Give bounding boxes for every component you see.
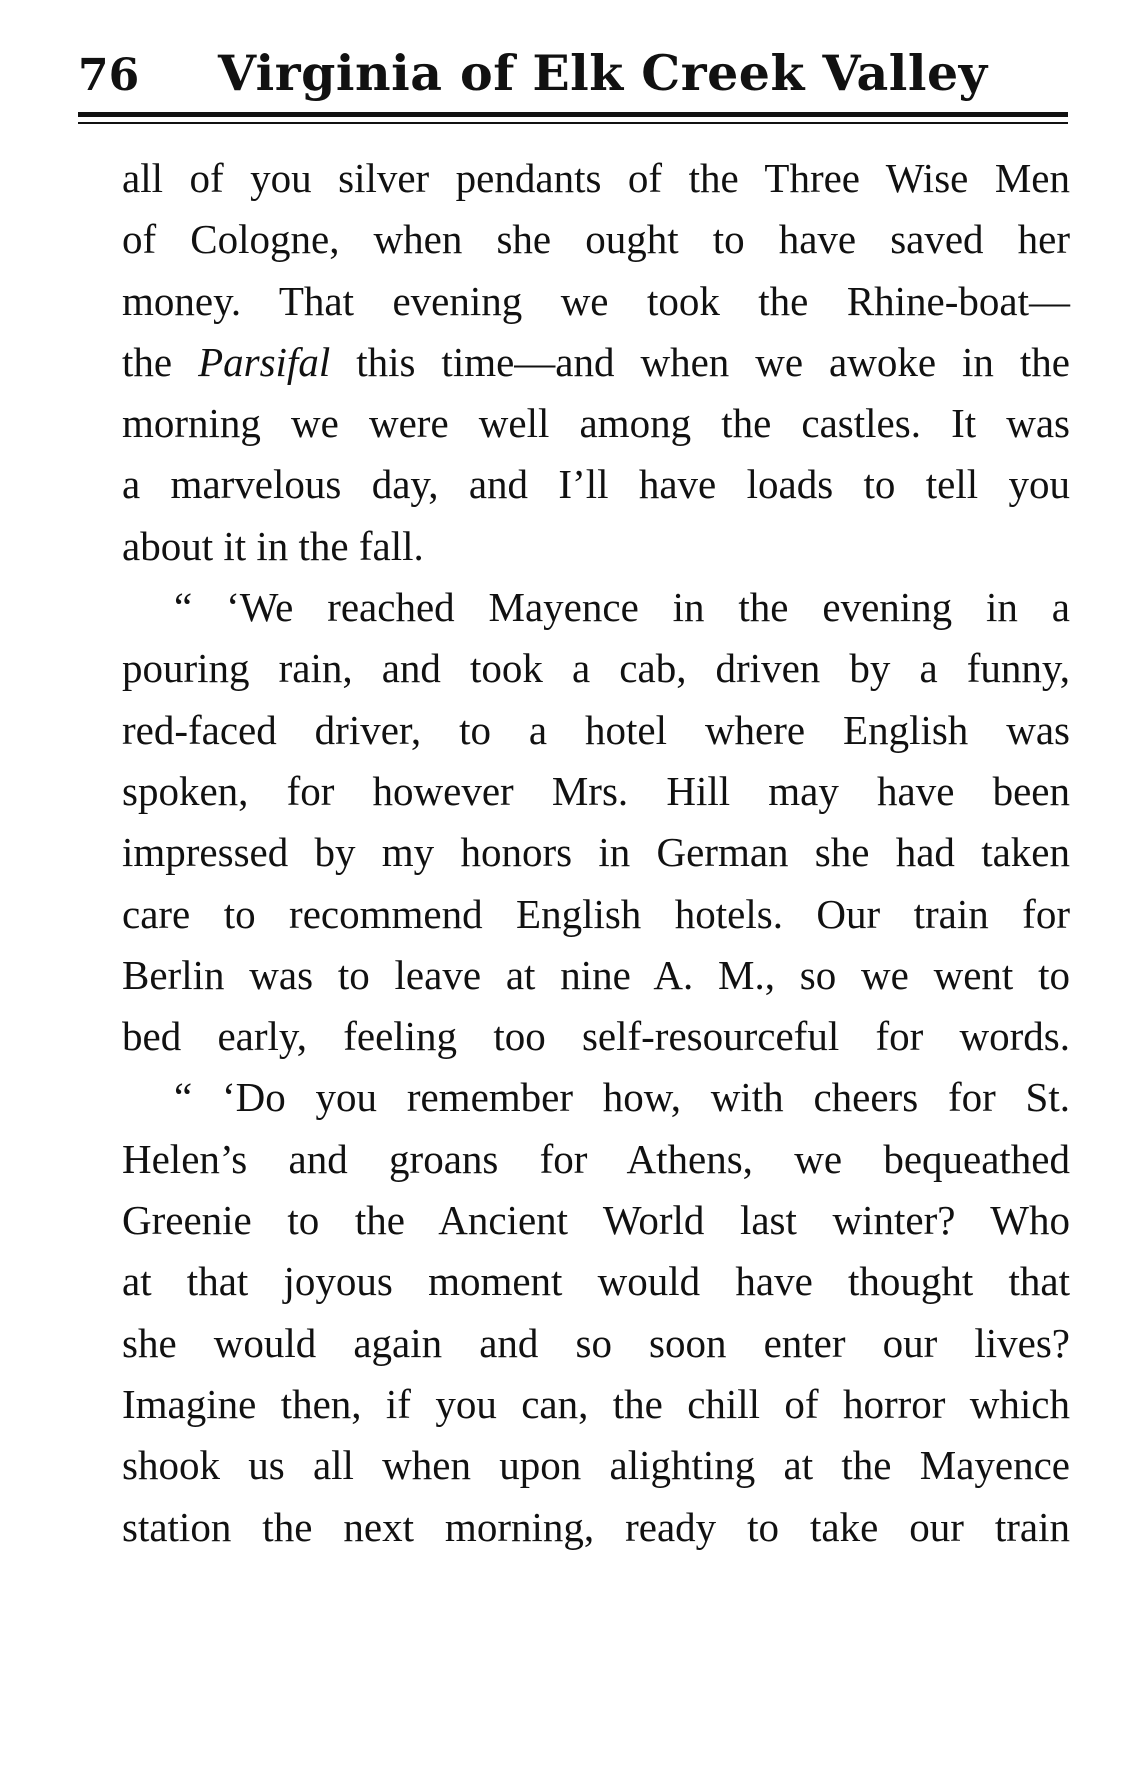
text-line: Helen’s and groans for Athens, we bequeathed: [122, 1135, 1070, 1182]
text-line: red-faced driver, to a hotel where English was: [122, 706, 1070, 753]
text-fragment: the: [122, 338, 199, 385]
text-line: impressed by my honors in German she had taken: [122, 829, 1070, 876]
ship-name-italic: Parsifal: [198, 338, 331, 385]
text-line: at that joyous moment would have thought that: [122, 1258, 1070, 1305]
text-line: Berlin was to leave at nine A. M., so we went to: [122, 951, 1070, 998]
text-line: pouring rain, and took a cab, driven by a funny,: [122, 645, 1070, 692]
text-line: station the next morning, ready to take our train: [122, 1503, 1070, 1550]
text-fragment: this time—and when we awoke in the: [330, 338, 1070, 385]
text-line: about it in the fall.: [122, 522, 424, 569]
text-line: morning we were well among the castles. It was: [122, 400, 1070, 447]
text-line: bed early, feeling too self-resourceful for words.: [122, 1013, 1070, 1060]
text-line: Imagine then, if you can, the chill of horror which: [122, 1380, 1070, 1427]
header-rule-thin: [78, 122, 1068, 124]
text-line: [122, 332, 1070, 393]
text-line: money. That evening we took the Rhine-boat—: [122, 277, 1070, 324]
text-line: she would again and so soon enter our lives?: [122, 1319, 1070, 1366]
text-line: all of you silver pendants of the Three Wise Men: [122, 155, 1070, 201]
text-line: “ ‘We reached Mayence in the evening in a: [174, 584, 1070, 631]
text-line: spoken, for however Mrs. Hill may have been: [122, 767, 1070, 814]
body-text: [122, 148, 1070, 1558]
text-line: “ ‘Do you remember how, with cheers for St.: [174, 1074, 1070, 1121]
page-number: 76: [78, 50, 140, 101]
running-title: Virginia of Elk Creek Valley: [218, 44, 988, 102]
text-line: care to recommend English hotels. Our train for: [122, 890, 1070, 937]
text-line: of Cologne, when she ought to have saved her: [122, 216, 1070, 263]
text-line: a marvelous day, and I’ll have loads to tell you: [122, 461, 1070, 508]
header-rule-thick: [78, 112, 1068, 117]
text-line: Greenie to the Ancient World last winter? Who: [122, 1197, 1070, 1244]
page-header: [78, 38, 1068, 106]
text-line: shook us all when upon alighting at the Mayence: [122, 1442, 1070, 1489]
